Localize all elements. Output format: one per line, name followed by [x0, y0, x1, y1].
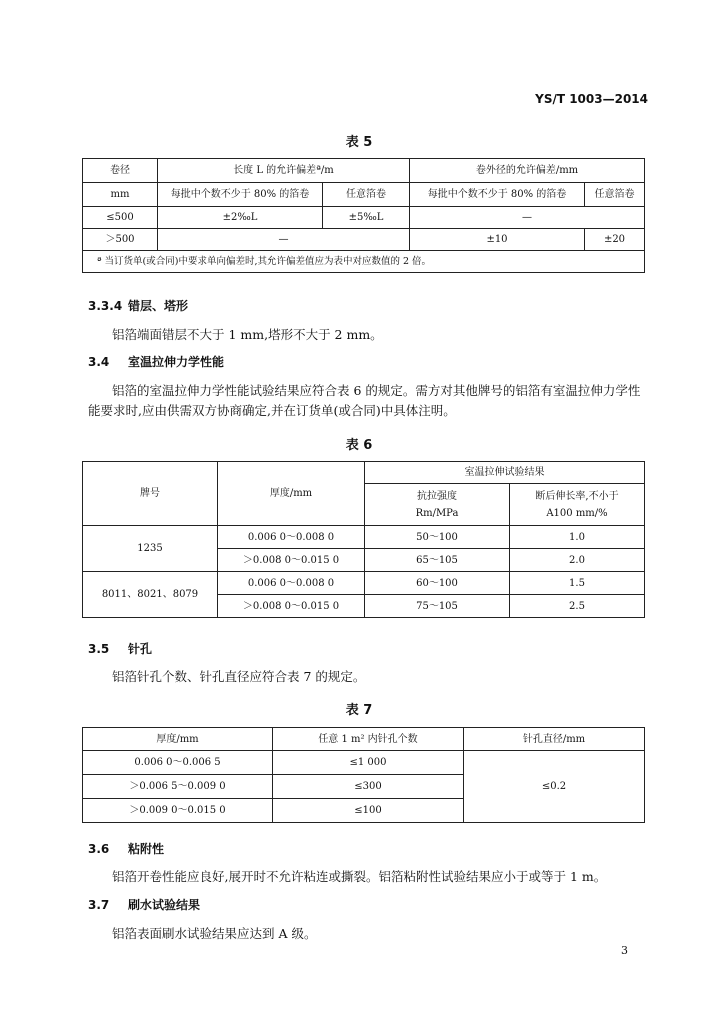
t7-r1-thick: 0.006 0～0.006 5 [83, 751, 273, 775]
t5-note: ª 当订货单(或合同)中要求单向偏差时,其允许偏差值应为表中对应数值的 2 倍。 [83, 251, 645, 273]
page-number: 3 [621, 944, 628, 957]
section-number: 3.4 [88, 355, 110, 369]
t5-h-any-b: 任意箔卷 [585, 183, 645, 207]
t6-r1-elong: 1.0 [510, 526, 645, 549]
t7-r3-thick: ＞0.009 0～0.015 0 [83, 799, 273, 823]
t6-r1-tensile: 50～100 [365, 526, 510, 549]
t7-h-count: 任意 1 m² 内针孔个数 [273, 728, 464, 751]
t5-r1-outer: — [410, 207, 645, 229]
t6-r3-thick: 0.006 0～0.008 0 [218, 572, 365, 595]
t6-h-elong [510, 484, 645, 526]
t6-r3-tensile: 60～100 [365, 572, 510, 595]
t6-h-elong-label: 断后伸长率,不小于 [535, 490, 619, 502]
section-number: 3.5 [88, 642, 110, 656]
t5-r2-outer80: ±10 [410, 229, 585, 251]
t6-r3-elong: 1.5 [510, 572, 645, 595]
section-3-7-heading [88, 896, 200, 913]
t6-r4-elong: 2.5 [510, 595, 645, 618]
t7-h-thick: 厚度/mm [83, 728, 273, 751]
section-3-7-text: 铝箔表面刷水试验结果应达到 A 级。 [112, 926, 317, 941]
t7-r2-thick: ＞0.006 5～0.009 0 [83, 775, 273, 799]
t7-r2-count: ≤300 [273, 775, 464, 799]
t6-r2-elong: 2.0 [510, 549, 645, 572]
t6-r2-tensile: 65～105 [365, 549, 510, 572]
t5-r1-len80: ±2‰L [158, 207, 323, 229]
t6-grade-8011: 8011、8021、8079 [83, 572, 218, 618]
section-3-5-heading [88, 640, 152, 657]
t6-h-thick: 厚度/mm [218, 462, 365, 526]
section-3-4-text: 铝箔的室温拉伸力学性能试验结果应符合表 6 的规定。需方对其他牌号的铝箔有室温拉伸力学性能要求时,应由供需双方协商确定,并在订货单(或合同)中具体注明。 [88, 383, 641, 418]
table6 [82, 461, 645, 618]
t5-h-length: 长度 L 的允许偏差ª/m [158, 159, 410, 183]
t5-r2-outerany: ±20 [585, 229, 645, 251]
standard-number: YS/T 1003—2014 [535, 92, 648, 106]
section-title: 刷水试验结果 [128, 898, 201, 912]
t5-h-unit: mm [83, 183, 158, 207]
t5-h-batch80-b: 每批中个数不少于 80% 的箔卷 [410, 183, 585, 207]
t7-dia-value: ≤0.2 [464, 751, 645, 823]
table7-caption: 表 7 [345, 703, 373, 718]
section-title: 粘附性 [128, 842, 165, 856]
table5 [82, 158, 645, 273]
t5-r1-lenany: ±5‰L [323, 207, 410, 229]
section-number: 3.3.4 [88, 299, 123, 313]
t6-r4-tensile: 75～105 [365, 595, 510, 618]
section-number: 3.7 [88, 898, 110, 912]
t7-r3-count: ≤100 [273, 799, 464, 823]
section-3-6-heading [88, 840, 164, 857]
table7 [82, 727, 645, 823]
t5-h-any-a: 任意箔卷 [323, 183, 410, 207]
section-3-5-text: 铝箔针孔个数、针孔直径应符合表 7 的规定。 [112, 669, 366, 684]
t5-h-batch80-a: 每批中个数不少于 80% 的箔卷 [158, 183, 323, 207]
section-title: 室温拉伸力学性能 [128, 355, 225, 369]
t5-h-outer: 卷外径的允许偏差/mm [410, 159, 645, 183]
t6-r4-thick: ＞0.008 0～0.015 0 [218, 595, 365, 618]
t5-r2-diameter: ＞500 [83, 229, 158, 251]
t6-grade-1235: 1235 [83, 526, 218, 572]
t5-r1-diameter: ≤500 [83, 207, 158, 229]
section-3-4-heading [88, 353, 224, 370]
table6-caption: 表 6 [345, 438, 373, 453]
t6-h-tensile-unit: Rm/MPa [415, 507, 459, 519]
t5-h-diameter: 卷径 [83, 159, 158, 183]
section-3-6-text: 铝箔开卷性能应良好,展开时不允许粘连或撕裂。铝箔粘附性试验结果应小于或等于 1 m。 [112, 869, 607, 884]
section-number: 3.6 [88, 842, 110, 856]
section-title: 针孔 [128, 642, 153, 656]
t7-r1-count: ≤1 000 [273, 751, 464, 775]
t6-r2-thick: ＞0.008 0～0.015 0 [218, 549, 365, 572]
t6-r1-thick: 0.006 0～0.008 0 [218, 526, 365, 549]
section-3-3-4-text: 铝箔端面错层不大于 1 mm,塔形不大于 2 mm。 [112, 327, 383, 342]
t7-h-dia: 针孔直径/mm [464, 728, 645, 751]
section-title: 错层、塔形 [128, 299, 189, 313]
t6-h-grade: 牌号 [83, 462, 218, 526]
t5-r2-length: — [158, 229, 410, 251]
t6-h-result: 室温拉伸试验结果 [365, 462, 645, 484]
t6-h-elong-unit: A100 mm/% [546, 507, 608, 519]
t6-h-tensile-label: 抗拉强度 [417, 490, 457, 502]
t6-h-tensile [365, 484, 510, 526]
table5-caption: 表 5 [345, 135, 373, 150]
section-3-3-4-heading [88, 297, 188, 314]
